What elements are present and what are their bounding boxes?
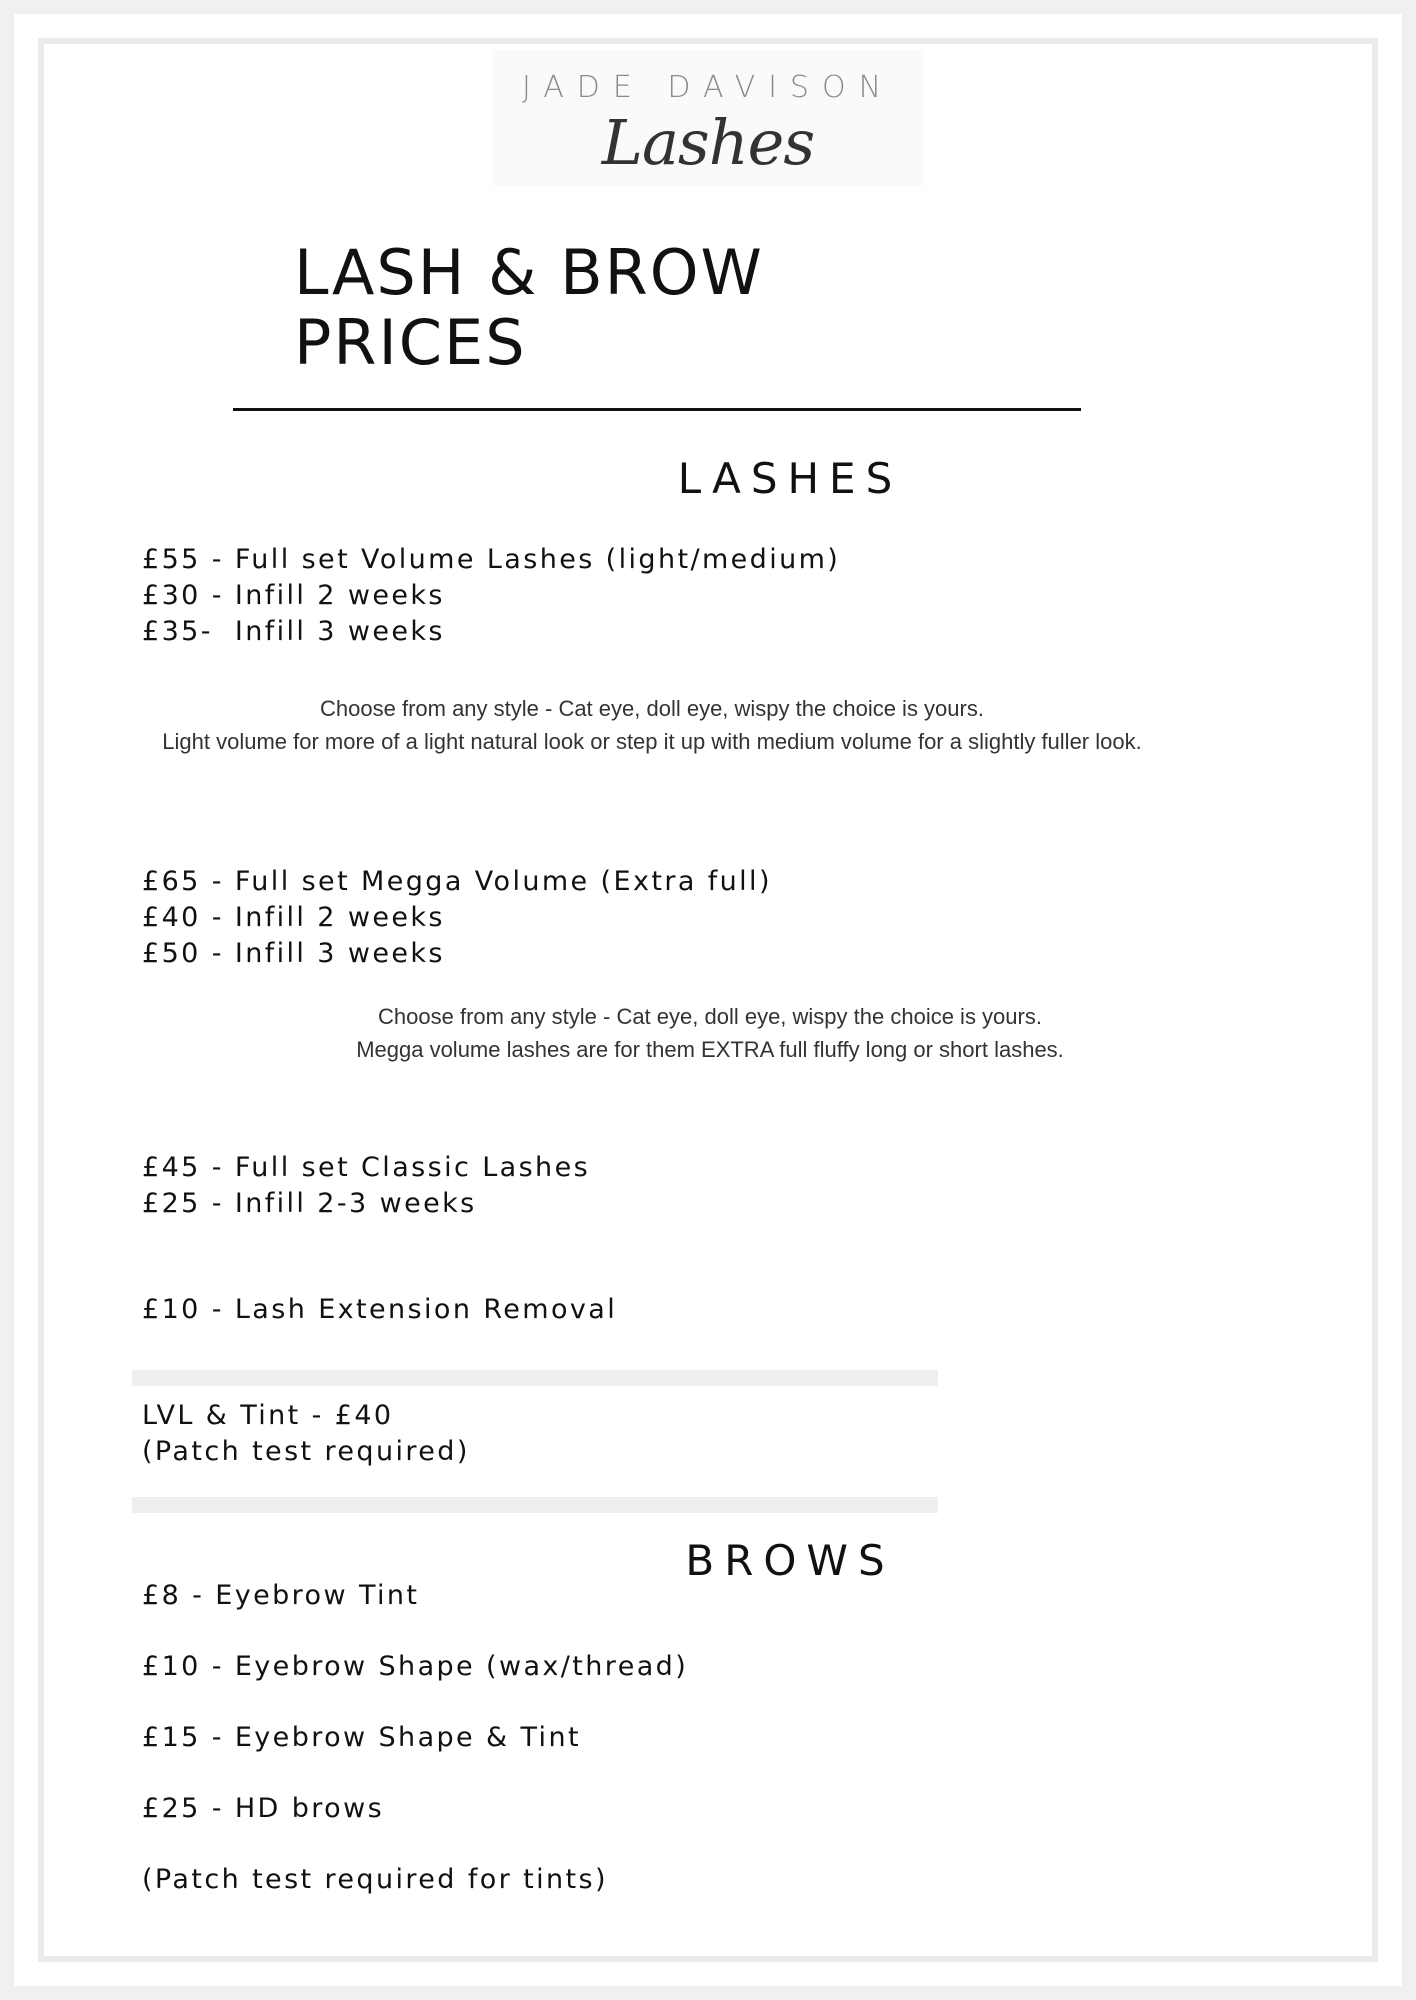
brow-price-item: £10 - Eyebrow Shape (wax/thread) <box>142 1651 689 1682</box>
title-divider <box>233 408 1081 411</box>
price-item: £55 - Full set Volume Lashes (light/medium) <box>142 544 841 575</box>
note-line: Choose from any style - Cat eye, doll eye, wispy the choice is yours. <box>378 1004 1042 1029</box>
brow-price-item: £25 - HD brows <box>142 1793 385 1824</box>
megga-price-list <box>142 864 772 972</box>
price-item: £65 - Full set Megga Volume (Extra full) <box>142 866 772 897</box>
divider-band <box>132 1497 938 1513</box>
note-line: Light volume for more of a light natural look or step it up with medium volume for a slightly fuller look. <box>162 729 1142 754</box>
volume-note <box>2 692 1302 758</box>
lashes-heading: LASHES <box>677 454 903 503</box>
page-title-line-1: LASH & BROW <box>294 236 764 309</box>
page-title <box>294 238 764 378</box>
lvl-price-block <box>142 1398 470 1470</box>
logo-script: Lashes <box>601 106 815 179</box>
logo-brand-name: JADE DAVISON <box>521 70 895 105</box>
price-item: £35- Infill 3 weeks <box>142 616 445 647</box>
price-item: £30 - Infill 2 weeks <box>142 580 445 611</box>
divider-band <box>132 1370 938 1386</box>
brows-heading: BROWS <box>685 1536 895 1585</box>
megga-note <box>60 1000 1360 1066</box>
removal-item: £10 - Lash Extension Removal <box>142 1294 618 1325</box>
page-title-line-2: PRICES <box>294 306 527 379</box>
price-item: £50 - Infill 3 weeks <box>142 938 445 969</box>
brow-price-item: £8 - Eyebrow Tint <box>142 1580 420 1611</box>
classic-price-list <box>142 1150 590 1222</box>
price-item: £25 - Infill 2-3 weeks <box>142 1188 477 1219</box>
volume-price-list <box>142 542 840 650</box>
brow-price-item: £15 - Eyebrow Shape & Tint <box>142 1722 581 1753</box>
price-item: £40 - Infill 2 weeks <box>142 902 445 933</box>
note-line: Choose from any style - Cat eye, doll eye, wispy the choice is yours. <box>320 696 984 721</box>
brows-footnote: (Patch test required for tints) <box>142 1864 608 1895</box>
logo <box>492 50 924 186</box>
price-item: LVL & Tint - £40 <box>142 1400 394 1431</box>
note-line: Megga volume lashes are for them EXTRA full fluffy long or short lashes. <box>356 1037 1064 1062</box>
price-item: £45 - Full set Classic Lashes <box>142 1152 591 1183</box>
price-item: (Patch test required) <box>142 1436 470 1467</box>
